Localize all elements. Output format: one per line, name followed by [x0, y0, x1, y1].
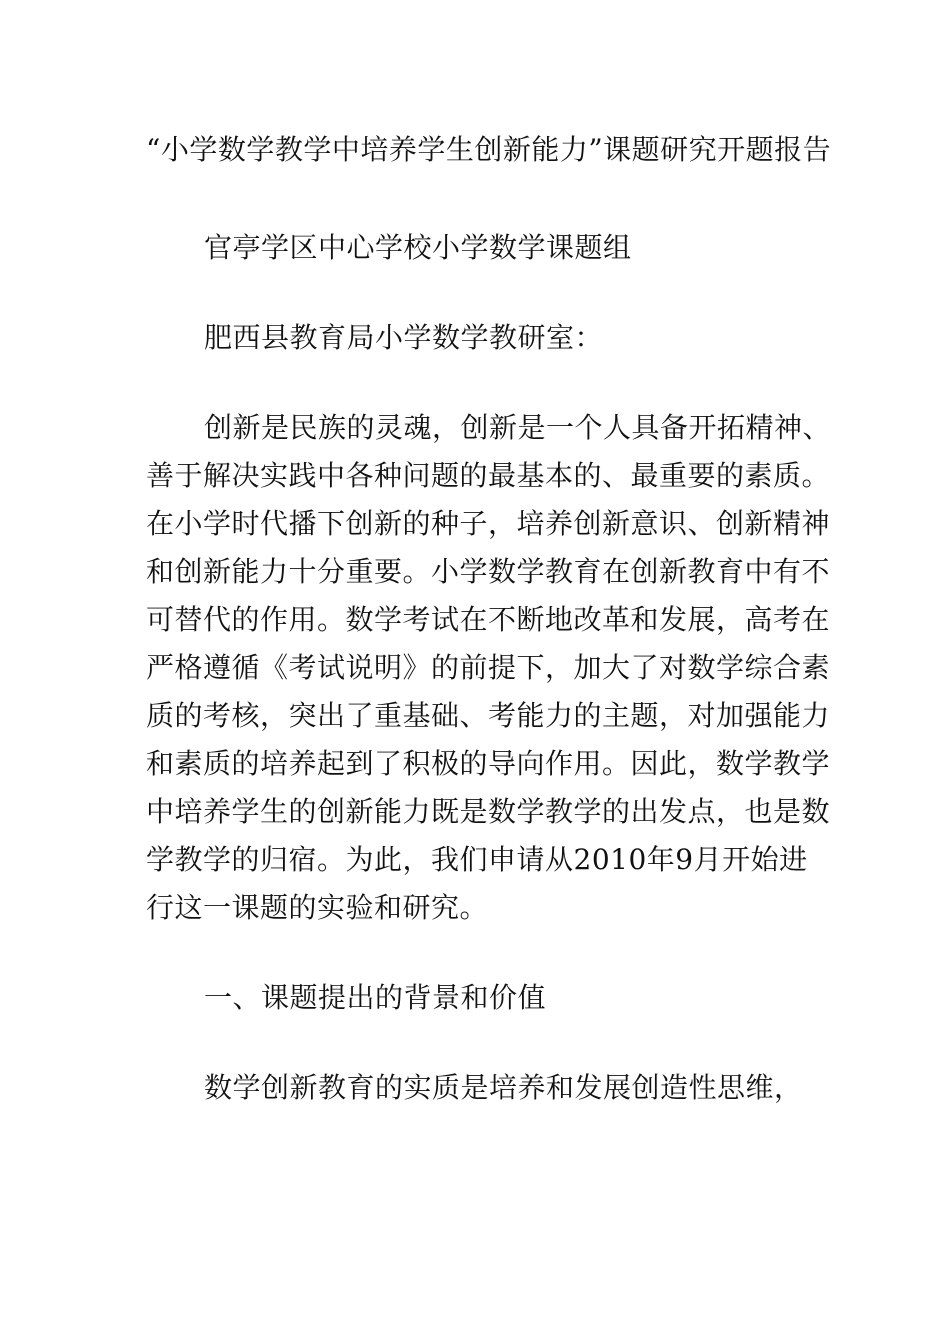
document-title: “小学数学教学中培养学生创新能力”课题研究开题报告 [146, 133, 832, 166]
body-paragraph-1: 创新是民族的灵魂，创新是一个人具备开拓精神、善于解决实践中各种问题的最基本的、最重要的素质。在小学时代播下创新的种子，培养创新意识、创新精神和创新能力十分重要。小学数学教育在创新教育中有不可替代的作用。数学考试在不断地改革和发展，高考在严格遵循《考试说明》的前提下，加大了对数学综合素质的考核，突出了重基础、考能力的主题，对加强能力和素质的培养起到了积极的导向作用。因此，数学教学中培养学生的创新能力既是数学教学的出发点，也是数学教学的归宿。为此，我们申请从2010年9月开始进行这一课题的实验和研究。 [146, 411, 832, 924]
author-line: 官亭学区中心学校小学数学课题组 [204, 231, 632, 264]
body-paragraph-2: 数学创新教育的实质是培养和发展创造性思维， [204, 1071, 803, 1104]
document-body [146, 128, 836, 1112]
addressee-line: 肥西县教育局小学数学教研室： [204, 321, 604, 354]
section-heading-1: 一、课题提出的背景和价值 [204, 981, 547, 1014]
